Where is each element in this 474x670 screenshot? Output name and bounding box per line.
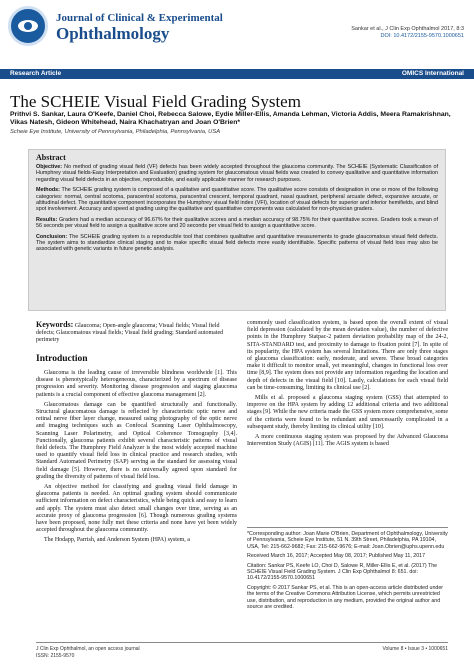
journal-name-line2: Ophthalmology (56, 24, 170, 43)
keywords (36, 320, 237, 345)
received-dates: Received March 16, 2017; Accepted May 08, 2017; Published May 11, 2017 (247, 553, 426, 560)
journal-name-line1: Journal of Clinical & Experimental (56, 12, 223, 24)
journal-header (0, 0, 474, 73)
article-type-bar (0, 69, 474, 79)
conclusion-label: Conclusion: (36, 233, 68, 240)
journal-logo-icon (8, 6, 48, 46)
paragraph: Mills et al. proposed a glaucoma staging system (GSS) that attempted to improve on the HPA system by adding 12 additional criteria and two additional stages [9]. While the new criteria made the GSS system more comprehensive, some of the criteria were found to be redundant and unnecessarily complicated in a subsequent study, thereby limiting its clinical utility [10]. (247, 395, 448, 430)
author-list: Prithvi S. Sankar, Laura O'Keefe, Daniel Choi, Rebecca Salowe, Eydie Miller-Ellis, Amanda Lehman, Victoria Addis, Meera Ramakrishnan, Vikas Natesh, Gideon Whitehead, Naira Khachatryan and Joan O'Brien* (10, 111, 451, 127)
results-text: Graders had a median accuracy of 96.67% for their qualitative scores and a median accuracy of 98.75% for their quantitative scores. Graders took a mean of 56 seconds per visual field to assign a qualitative score and 20 seconds per visual field to assign a quantitative score. (36, 216, 439, 230)
right-column (247, 320, 448, 451)
keywords-label: Keywords: (36, 320, 74, 329)
citation-text: Sankar et al., J Clin Exp Ophthalmol 2017, 8:3 (351, 26, 464, 32)
header-citation (351, 26, 464, 40)
paragraph: Glaucoma is the leading cause of irreversible blindness worldwide [1]. This disease is phenotypically heterogeneous, characterized by a spectrum of disease progression and severity. Monitoring disease progression and staging glaucoma patients is a crucial component of effective glaucoma management [2]. (36, 370, 237, 398)
abstract-heading: Abstract (36, 153, 66, 162)
abstract-box (28, 149, 446, 311)
left-column (36, 370, 237, 548)
article-title: The SCHEIE Visual Field Grading System (10, 92, 301, 111)
results-label: Results: (36, 216, 58, 223)
page-footer (36, 642, 448, 659)
paragraph: A more continuous staging system was proposed by the Advanced Glaucoma Intervention Study (AGIS) [11]. The AGIS system is based (247, 434, 448, 448)
objective-text: No method of grading visual field (VF) defects has been widely accepted throughout the glaucoma community. The SCHEIE (Systematic Classification of Humphrey visual fields-Easy Interpretation and Evaluation) grading system for glaucomatous visual fields was created to convey qualitative and quantitative information regarding visual field defects in an objective, reproducible, and easily applicable manner for research purposes. (36, 164, 438, 183)
citation-note: Citation: Sankar PS, Keefe LO, Choi D, Salowe R, Miller-Ellis E, et al. (2017) The SCHEIE Visual Field Grading System. J Clin Exp Ophthalmol 8: 651. doi: 10.4172/2155-9570.1000651 (247, 562, 438, 582)
affiliation: Scheie Eye Institute, University of Pennsylvania, Philadelphia, Pennsylvania, USA (10, 129, 221, 135)
methods-text: The SCHEIE grading system is composed of a qualitative and quantitative score. The qualitative score consists of designation in one or more of the following categories: normal, central scotoma, paracentral scotoma, paracentral crescent, temporal quadrant, nasal quadrant, peripheral arcuate defect, expansive arcuate, or altitudinal defect. The quantitative component incorporates the Humphrey visual field index (VFI), location of visual defects for superior and inferior hemifields, and blind spot involvement. Accuracy and speed at grading using the qualitative and quantitative components was calculated for non-physician graders. (36, 187, 438, 213)
paragraph: Glaucomatous damage can be quantified structurally and functionally. Structural glaucomatous damage is reflected by characteristic optic nerve and retinal nerve fiber layer change, measured using photography of the optic nerve and imaging techniques such as Confocal Scanning Laser Ophthalmoscopy, Scanning Laser Polarimetry, and Optical Coherence Tomography [3,4]. Functionally, glaucoma patients exhibit several characteristic patterns of visual field defects. The Humphrey Field Analyzer is the most widely accepted machine used to quantify visual field loss in clinical practice and research studies, with Standard Automated Perimetry (SAP) serving as the standard for assessing visual field damage [5]. However, there is no universally agreed upon standard for grading the diversity of patterns of visual field loss. (36, 401, 237, 480)
corresponding-author: *Corresponding author: Joan Marie O'Brien, Department of Ophthalmology, University of Pennsylvania, Scheie Eye Institute, 51 N. 39th Street, Philadelphia, PA 19104, USA, Tel: 215-662-9682; Fax: 215-662-9676; E-mail: Joan.Obrien@uphs.upenn.edu (247, 531, 448, 550)
abstract-results (36, 217, 438, 230)
paragraph: An objective method for classifying and grading visual field damage in glaucoma patients is needed. An optimal grading system should communicate sufficient information on defect characteristics, while being quick and easy to learn and apply. The system must also detect small changes over time, serving as an accurate proxy of glaucoma progression [6]. Though numerous grading systems have been proposed, none fully met these criteria and none have yet been widely accepted throughout the glaucoma community. (36, 484, 237, 534)
abstract-methods (36, 187, 438, 213)
copyright-note: Copyright: © 2017 Sankar PS, et al. This is an open-access article distributed under the terms of the Creative Commons Attribution License, which permits unrestricted use, distribution, and reproduction in any medium, provided the original author and source are credited. (247, 584, 444, 611)
doi-link[interactable]: DOI: 10.4172/2155-9570.1000651 (380, 33, 464, 39)
footer-journal: J Clin Exp Ophthalmol, an open access journal (36, 646, 140, 652)
conclusion-text: The SCHEIE grading system is a reproducible tool that combines qualitative and quantitative measurements to grade glaucomatous visual field defects. The system aims to standardize clinical staging and to make specific visual field defects more easily identifiable. Specific patterns of visual field loss may also be associated with genetic variants in future genetic analysis. (36, 233, 438, 253)
introduction-heading: Introduction (36, 354, 88, 364)
paragraph: The Hodapp, Parrish, and Anderson System (HPA) system, a (44, 537, 190, 544)
article-type: Research Article (10, 70, 62, 77)
footer-volume: Volume 8 • Issue 3 • 1000651 (382, 646, 448, 652)
paragraph: commonly used classification system, is based upon the overall extent of visual field depression (calculated by the mean deviation value), the number of defective points in the Humphrey Statpac-2 pattern deviation probability map of the 24-2, SITA-STANDARD test, and proximity to damage to fixation point [7]. In spite of its popularity, the HPA system has several limitations. There are only three stages of glaucoma classification: early, moderate, and severe. These broad categories make it difficult to monitor small, yet meaningful, changes in functional loss over time [8,9]. The system does not provide any information regarding the location and depth of defects in the visual field [10]. Lastly, calculations for each visual field can be time-consuming, limiting its clinical use [2]. (247, 320, 448, 391)
abstract-objective (36, 164, 438, 183)
correspondence-box (247, 527, 448, 613)
methods-label: Methods: (36, 187, 60, 194)
keywords-text: Glaucoma; Open-angle glaucoma; Visual fields; Visual field defects; Glaucomatous visual fields; Visual field grading; Standard automated perimetry (36, 323, 224, 344)
publisher-name: OMICS International (401, 70, 464, 77)
footer-issn: ISSN: 2155-9570 (36, 652, 75, 659)
abstract-conclusion (36, 234, 438, 253)
objective-label: Objective: (36, 164, 63, 170)
